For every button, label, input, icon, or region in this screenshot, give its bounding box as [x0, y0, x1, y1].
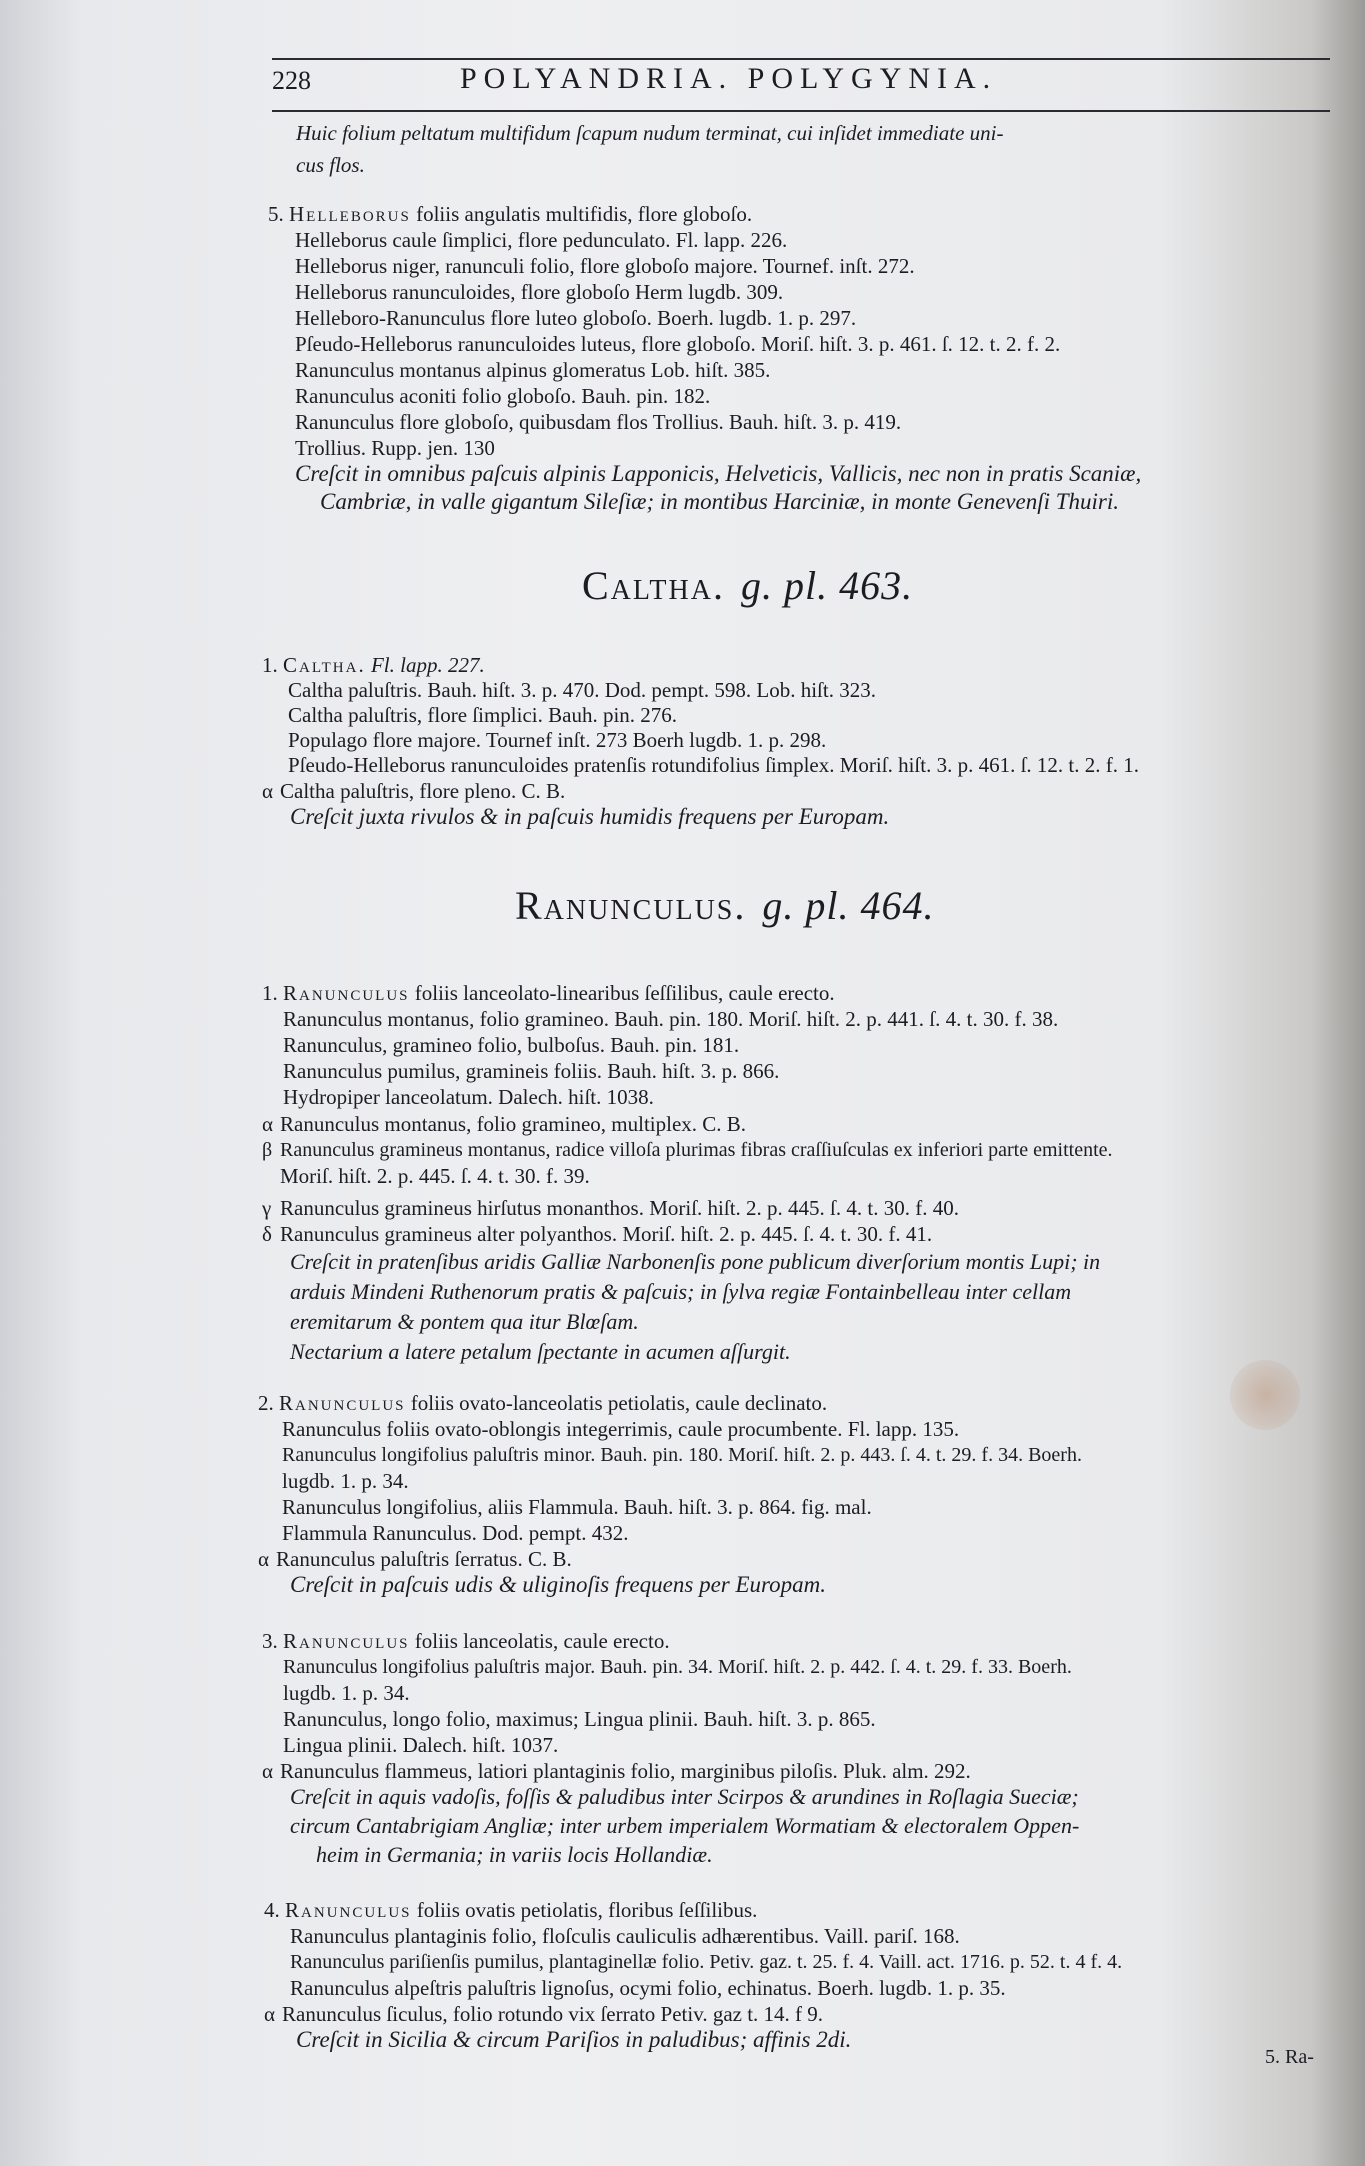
variety-text: Ranunculus flammeus, latiori plantaginis folio, marginibus piloſis. Pluk. alm. 292. — [280, 1759, 971, 1783]
note-line: Nectarium a latere petalum ſpectante in acumen aſſurgit. — [290, 1339, 791, 1364]
species-number: 1. — [262, 653, 278, 677]
synonym-line: Helleborus ranunculoides, flore globoſo Herm lugdb. 309. — [295, 280, 784, 304]
synonym-line: Hydropiper lanceolatum. Dalech. hiſt. 1038. — [283, 1085, 654, 1109]
variety-mark: α — [258, 1547, 270, 1571]
habitat-line: Creſcit in Sicilia & circum Pariſios in paludibus; affinis 2di. — [296, 2027, 852, 2052]
habitat-line: eremitarum & pontem qua itur Blœſam. — [290, 1309, 639, 1334]
synonym-line: Pſeudo-Helleborus ranunculoides luteus, flore globoſo. Moriſ. hiſt. 3. p. 461. ſ. 12. t. 2. f. 2. — [295, 332, 1061, 356]
species-diagnosis: foliis angulatis multifidis, flore globoſo. — [410, 202, 753, 226]
synonym-line: Ranunculus montanus alpinus glomeratus Lob. hiſt. 385. — [295, 358, 771, 382]
genus-title-caltha — [582, 562, 913, 609]
synonym-line: Ranunculus, longo folio, maximus; Lingua plinii. Bauh. hiſt. 3. p. 865. — [283, 1707, 876, 1731]
species-heading — [262, 1628, 670, 1654]
variety-line — [262, 1195, 959, 1221]
variety-line — [264, 2001, 823, 2027]
variety-mark: α — [264, 2002, 276, 2026]
synonym-line: Ranunculus alpeſtris paluſtris lignoſus, ocymi folio, echinatus. Boerh. lugdb. 1. p. 35. — [290, 1976, 1006, 2000]
variety-line — [262, 1163, 590, 1189]
synonym-line: Flammula Ranunculus. Dod. pempt. 432. — [282, 1521, 629, 1545]
intro-line: cus flos. — [296, 153, 365, 177]
variety-line — [262, 1758, 971, 1784]
synonym-line: Ranunculus pariſienſis pumilus, plantaginellæ folio. Petiv. gaz. t. 25. f. 4. Vaill. act. 1716. p. 52. t. 4 f. 4. — [290, 1951, 1123, 1973]
synonym-line: Ranunculus montanus, folio gramineo. Bauh. pin. 180. Moriſ. hiſt. 2. p. 441. ſ. 4. t. 30. f. 38. — [283, 1007, 1059, 1031]
variety-mark: α — [262, 779, 274, 803]
variety-text: Ranunculus montanus, folio gramineo, multiplex. C. B. — [280, 1112, 747, 1136]
paper-stain — [1230, 1360, 1300, 1430]
genus-title-ref: g. pl. 463. — [740, 563, 914, 608]
synonym-line: Helleborus niger, ranunculi folio, flore globoſo majore. Tournef. inſt. 272. — [295, 254, 915, 278]
habitat-line: Creſcit in pratenſibus aridis Galliæ Narbonenſis pone publicum diverſorium montis Lupi; in — [290, 1249, 1101, 1274]
running-title: POLYANDRIA. POLYGYNIA. — [460, 62, 998, 95]
page-number: 228 — [272, 66, 311, 95]
habitat-line: Creſcit in paſcuis udis & uliginoſis frequens per Europam. — [290, 1572, 827, 1597]
synonym-line: Ranunculus aconiti folio globoſo. Bauh. pin. 182. — [295, 384, 711, 408]
species-number: 2. — [258, 1391, 274, 1415]
species-diagnosis: foliis ovato-lanceolatis petiolatis, caule declinato. — [405, 1391, 828, 1415]
synonym-line: Ranunculus flore globoſo, quibusdam flos Trollius. Bauh. hiſt. 3. p. 419. — [295, 410, 902, 434]
habitat-line: heim in Germania; in variis locis Hollandiæ. — [316, 1842, 713, 1867]
variety-mark: δ — [262, 1222, 272, 1246]
synonym-line: Ranunculus, gramineo folio, bulboſus. Bauh. pin. 181. — [283, 1033, 740, 1057]
species-diagnosis: foliis lanceolatis, caule erecto. — [409, 1629, 670, 1653]
synonym-line: Trollius. Rupp. jen. 130 — [295, 436, 495, 460]
species-genus: Caltha. — [283, 653, 366, 677]
synonym-line: Caltha paluſtris, flore ſimplici. Bauh. pin. 276. — [288, 703, 678, 727]
variety-text: Moriſ. hiſt. 2. p. 445. ſ. 4. t. 30. f. 39. — [280, 1164, 590, 1188]
species-heading — [264, 1897, 757, 1923]
habitat-line: Cambriæ, in valle gigantum Sileſiæ; in montibus Harciniæ, in monte Genevenſi Thuiri. — [320, 489, 1119, 514]
variety-mark: γ — [262, 1196, 272, 1220]
species-genus: Ranunculus — [279, 1391, 406, 1415]
species-heading — [262, 980, 835, 1006]
synonym-line: Ranunculus longifolius, aliis Flammula. Bauh. hiſt. 3. p. 864. fig. mal. — [282, 1495, 872, 1519]
habitat-line: arduis Mindeni Ruthenorum pratis & paſcuis; in ſylva regiæ Fontainbelleau inter cellam — [290, 1279, 1072, 1304]
synonym-line: Ranunculus foliis ovato-oblongis integerrimis, caule procumbente. Fl. lapp. 135. — [282, 1417, 960, 1441]
genus-title-ref: g. pl. 464. — [762, 883, 935, 928]
variety-mark: α — [262, 1759, 274, 1783]
species-heading — [258, 1390, 827, 1416]
variety-text: Caltha paluſtris, flore pleno. C. B. — [280, 779, 566, 803]
species-genus: Ranunculus — [283, 1629, 410, 1653]
synonym-line: Ranunculus plantaginis folio, floſculis cauliculis adhærentibus. Vaill. pariſ. 168. — [290, 1924, 960, 1948]
synonym-line: lugdb. 1. p. 34. — [283, 1681, 410, 1705]
synonym-line: Ranunculus longifolius paluſtris major. Bauh. pin. 34. Moriſ. hiſt. 2. p. 442. ſ. 4. t. 29. f. 33. Boerh. — [283, 1656, 1072, 1678]
synonym-line: Helleboro-Ranunculus flore luteo globoſo. Boerh. lugdb. 1. p. 297. — [295, 306, 857, 330]
synonym-line: Ranunculus pumilus, gramineis foliis. Bauh. hiſt. 3. p. 866. — [283, 1059, 780, 1083]
header-top-rule — [272, 58, 1330, 60]
variety-mark: α — [262, 1112, 274, 1136]
variety-text: Ranunculus gramineus montanus, radice villoſa plurimas fibras craſſiuſculas ex inferiori parte emittente. — [280, 1139, 1113, 1161]
synonym-line: Caltha paluſtris. Bauh. hiſt. 3. p. 470. Dod. pempt. 598. Lob. hiſt. 323. — [288, 678, 876, 702]
variety-line — [262, 1111, 746, 1137]
species-genus: Helleborus — [289, 202, 411, 226]
synonym-line: Ranunculus longifolius paluſtris minor. Bauh. pin. 180. Moriſ. hiſt. 2. p. 443. ſ. 4. t. 29. f. 34. Boerh. — [282, 1444, 1082, 1466]
intro-line: Huic folium peltatum multifidum ſcapum nudum terminat, cui inſidet immediate uni- — [296, 121, 1004, 145]
variety-text: Ranunculus gramineus hirſutus monanthos. Moriſ. hiſt. 2. p. 445. ſ. 4. t. 30. f. 40. — [280, 1196, 959, 1220]
variety-line — [262, 1221, 932, 1247]
species-number: 4. — [264, 1898, 280, 1922]
variety-line — [262, 778, 565, 804]
variety-text: Ranunculus ſiculus, folio rotundo vix ſerrato Petiv. gaz t. 14. f 9. — [282, 2002, 824, 2026]
variety-mark: β — [262, 1139, 273, 1161]
species-number: 1. — [262, 981, 278, 1005]
variety-text: Ranunculus gramineus alter polyanthos. Moriſ. hiſt. 2. p. 445. ſ. 4. t. 30. f. 41. — [280, 1222, 933, 1246]
header-bottom-rule — [272, 110, 1330, 112]
synonym-line: lugdb. 1. p. 34. — [282, 1469, 409, 1493]
genus-title-ranunculus — [515, 882, 934, 929]
species-reference: Fl. lapp. 227. — [365, 653, 485, 677]
species-number: 3. — [262, 1629, 278, 1653]
habitat-line: Creſcit in omnibus paſcuis alpinis Lapponicis, Helveticis, Vallicis, nec non in pratis Scaniæ, — [295, 461, 1142, 486]
synonym-line: Helleborus caule ſimplici, flore pedunculato. Fl. lapp. 226. — [295, 228, 788, 252]
genus-title-name: Caltha. — [582, 563, 725, 608]
species-diagnosis: foliis ovatis petiolatis, floribus ſeſſilibus. — [411, 1898, 758, 1922]
genus-title-name: Ranunculus. — [515, 883, 747, 928]
species-diagnosis: foliis lanceolato-linearibus ſeſſilibus, caule erecto. — [409, 981, 835, 1005]
species-genus: Ranunculus — [285, 1898, 412, 1922]
species-genus: Ranunculus — [283, 981, 410, 1005]
habitat-line: Creſcit juxta rivulos & in paſcuis humidis frequens per Europam. — [290, 804, 890, 829]
variety-line — [262, 1137, 1113, 1163]
synonym-line: Pſeudo-Helleborus ranunculoides pratenſis rotundifolius ſimplex. Moriſ. hiſt. 3. p. 461. ſ. 12. t. 2. f. 1. — [288, 753, 1139, 777]
variety-line — [258, 1546, 572, 1572]
catchword: 5. Ra- — [1265, 2046, 1314, 2068]
synonym-line: Populago flore majore. Tournef inſt. 273 Boerh lugdb. 1. p. 298. — [288, 728, 827, 752]
species-heading — [262, 652, 485, 678]
species-number: 5. — [268, 202, 284, 226]
species-heading — [268, 201, 752, 227]
habitat-line: Creſcit in aquis vadoſis, foſſis & paludibus inter Scirpos & arundines in Roſlagia Sueciæ; — [290, 1784, 1079, 1809]
variety-text: Ranunculus paluſtris ſerratus. C. B. — [276, 1547, 572, 1571]
synonym-line: Lingua plinii. Dalech. hiſt. 1037. — [283, 1733, 559, 1757]
habitat-line: circum Cantabrigiam Angliæ; inter urbem imperialem Wormatiam & electoralem Oppen- — [290, 1813, 1080, 1838]
